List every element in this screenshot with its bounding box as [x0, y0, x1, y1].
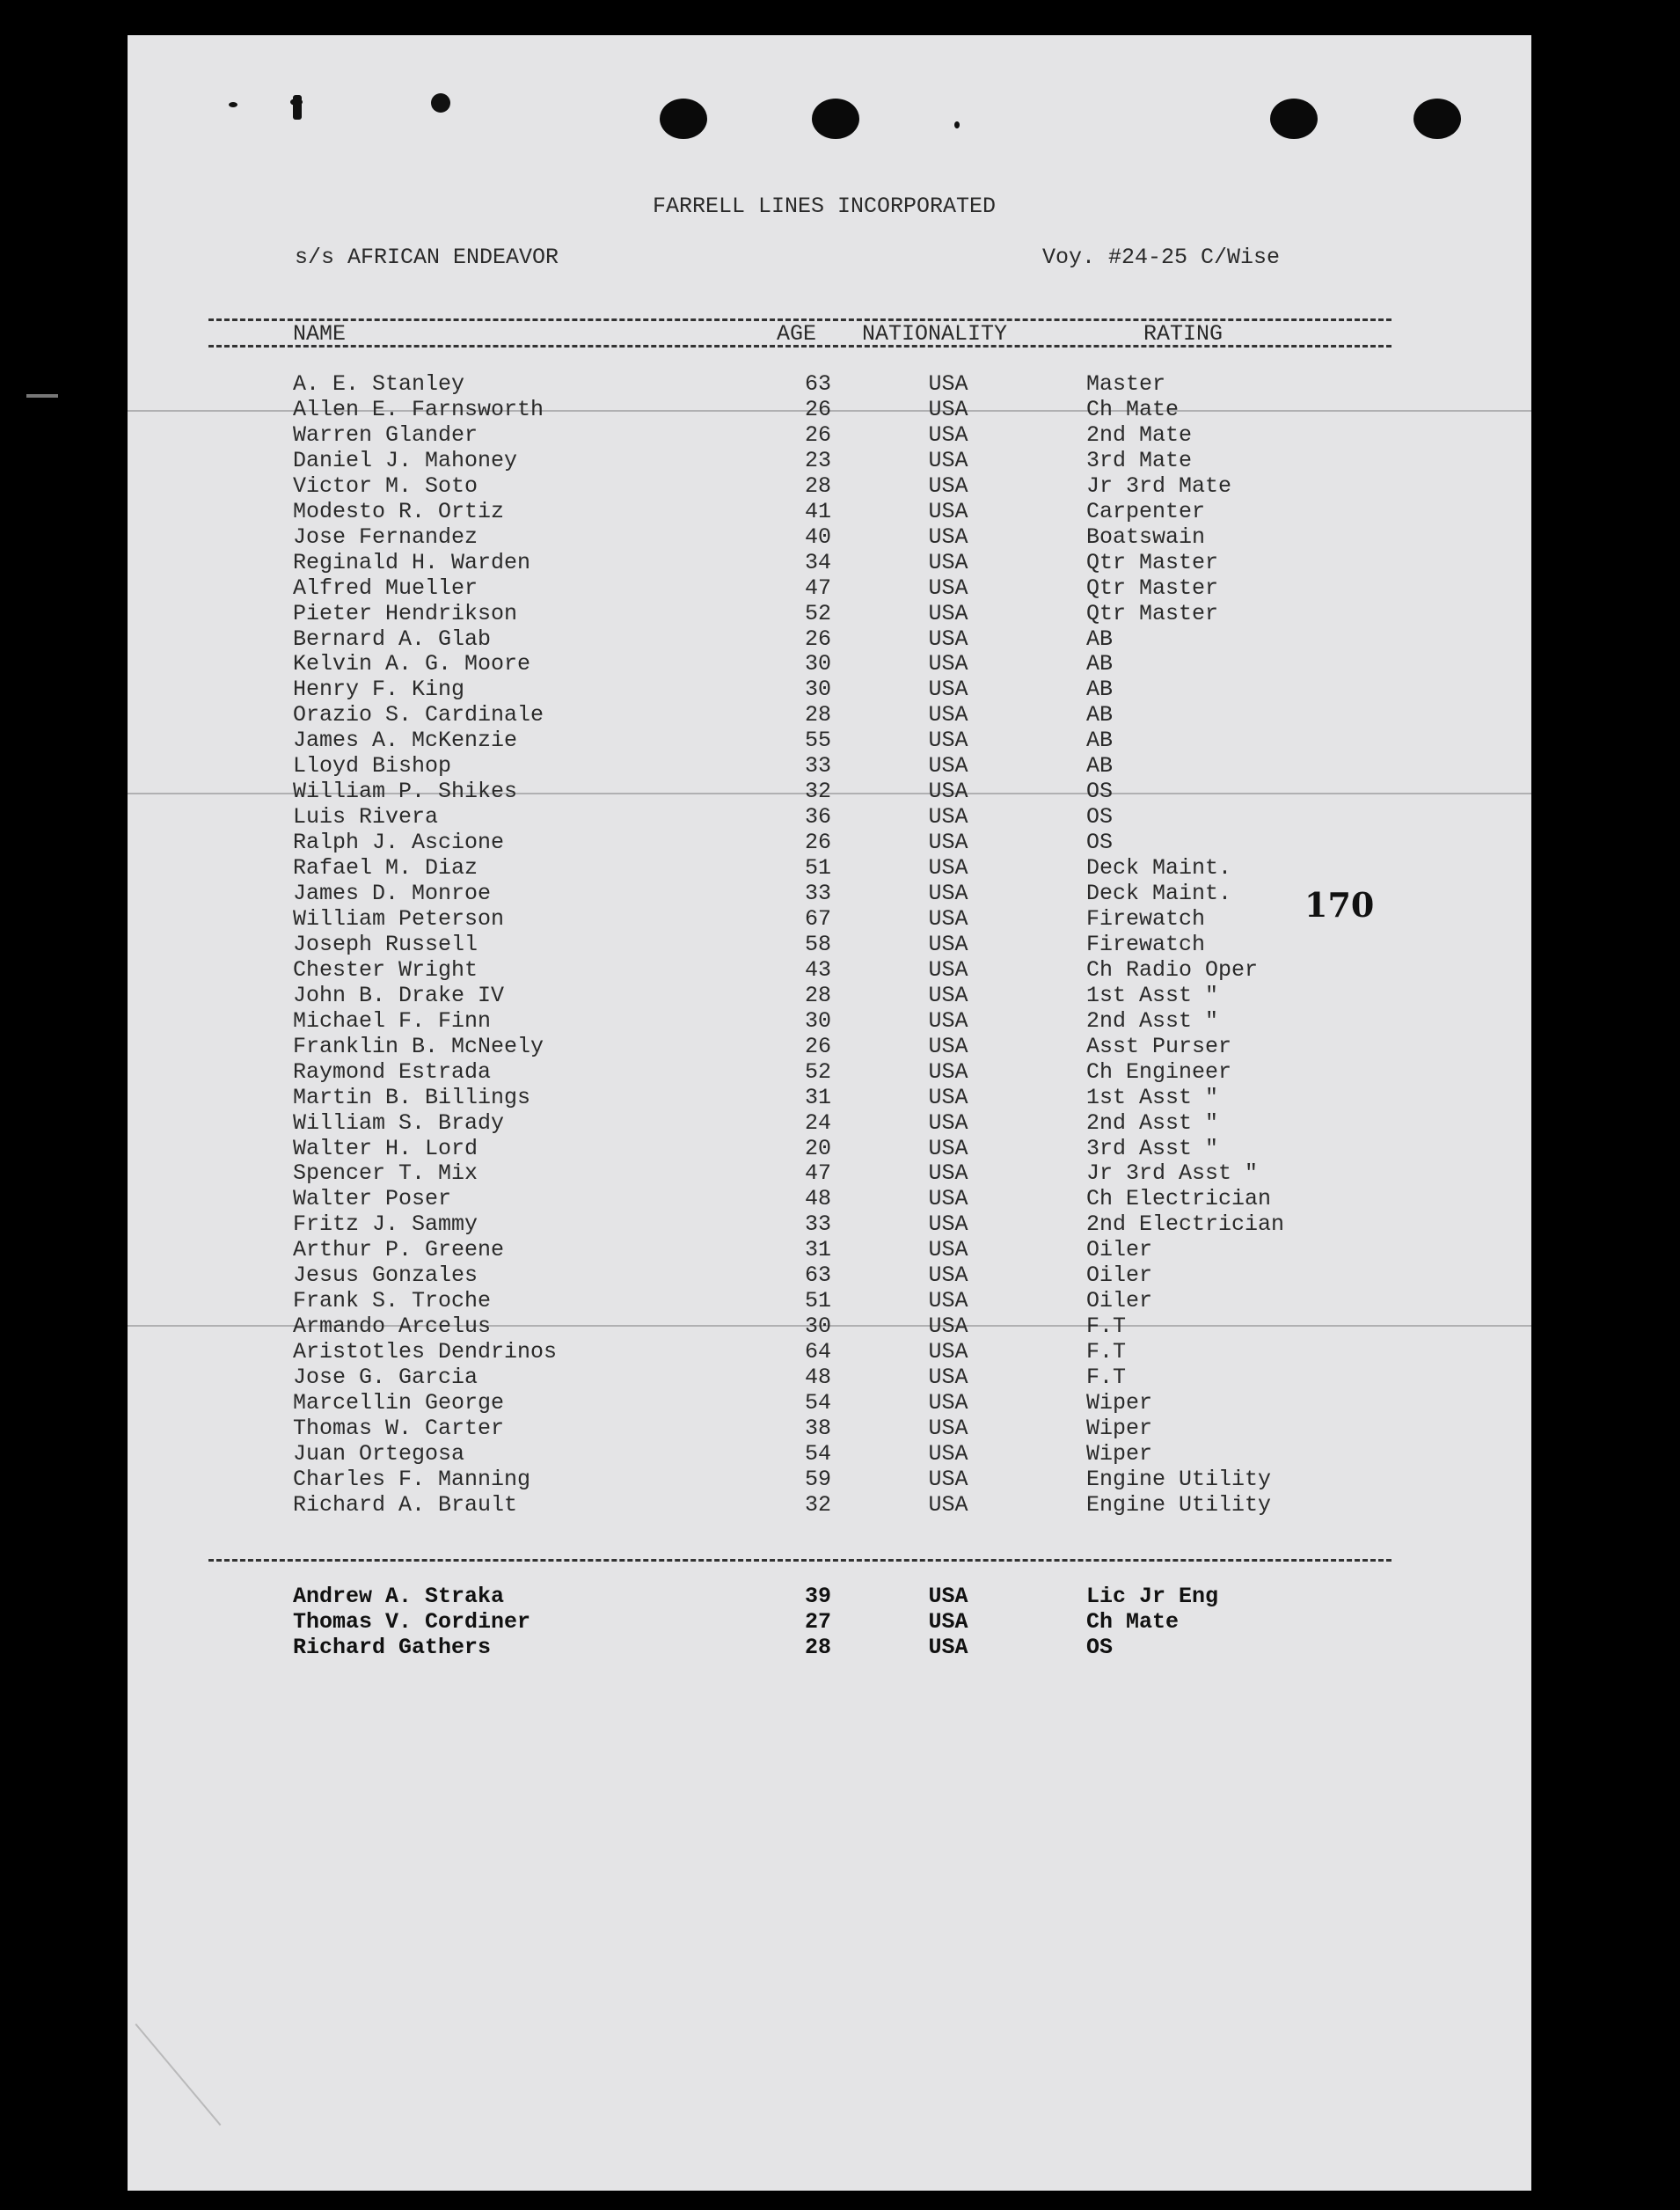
crew-age: 58 — [804, 931, 831, 957]
crew-nationality: USA — [928, 1186, 968, 1212]
crew-row — [128, 448, 1531, 473]
punch-hole — [812, 99, 859, 139]
crew-name: Martin B. Billings — [293, 1084, 531, 1110]
crew-nationality: USA — [928, 600, 968, 626]
crew-age: 32 — [804, 1491, 831, 1518]
crew-nationality: USA — [928, 498, 968, 524]
crew-age: 28 — [804, 702, 831, 728]
crew-name: James D. Monroe — [293, 881, 492, 906]
crew-age: 26 — [804, 396, 831, 422]
crew-age: 26 — [804, 626, 831, 652]
crew-rating: Boatswain — [1086, 523, 1206, 550]
crew-nationality: USA — [928, 1211, 968, 1238]
crew-rating: Master — [1086, 371, 1166, 397]
crew-rating: Qtr Master — [1086, 574, 1219, 601]
crew-rating: Wiper — [1086, 1415, 1153, 1441]
crew-name: John B. Drake IV — [293, 982, 505, 1008]
crew-nationality: USA — [928, 574, 968, 601]
crew-nationality: USA — [928, 677, 968, 703]
page-stamp-number: 170 — [1304, 885, 1375, 925]
crew-row — [128, 1390, 1531, 1416]
crew-name: Spencer T. Mix — [293, 1160, 478, 1187]
crew-nationality: USA — [928, 447, 968, 473]
crew-name: William S. Brady — [293, 1109, 505, 1136]
crew-rating: F.T — [1086, 1365, 1127, 1391]
crew-nationality: USA — [928, 626, 968, 652]
crew-age: 52 — [804, 1058, 831, 1085]
crew-age: 33 — [804, 753, 831, 779]
crew-rating: AB — [1086, 626, 1114, 652]
crew-age: 30 — [804, 1314, 831, 1340]
crew-row — [128, 855, 1531, 881]
crew-row — [128, 753, 1531, 779]
crew-rating: Ch Engineer — [1086, 1058, 1232, 1085]
crew-age: 33 — [804, 881, 831, 906]
crew-row — [128, 779, 1531, 804]
column-header-age: AGE — [777, 321, 817, 347]
crew-rating: 1st Asst " — [1086, 1084, 1219, 1110]
crew-row — [128, 626, 1531, 652]
crew-age: 27 — [804, 1609, 831, 1635]
crew-nationality: USA — [928, 881, 968, 906]
crew-nationality: USA — [928, 396, 968, 422]
crew-rating: Ch Mate — [1086, 1609, 1180, 1635]
crew-rating: 2nd Mate — [1086, 421, 1193, 448]
crew-age: 31 — [804, 1237, 831, 1263]
crew-row — [128, 1492, 1531, 1518]
crew-age: 26 — [804, 421, 831, 448]
crew-row — [128, 804, 1531, 830]
crew-nationality: USA — [928, 1365, 968, 1391]
addition-row — [128, 1635, 1531, 1660]
crew-nationality: USA — [928, 728, 968, 754]
vessel-name: s/s AFRICAN ENDEAVOR — [295, 245, 559, 270]
crew-nationality: USA — [928, 1415, 968, 1441]
ink-speck — [229, 102, 237, 107]
crew-rating: Deck Maint. — [1086, 855, 1232, 882]
crew-rating: Jr 3rd Asst " — [1086, 1160, 1259, 1187]
crew-age: 47 — [804, 1160, 831, 1187]
crew-rating: OS — [1086, 779, 1114, 805]
crew-rating: OS — [1086, 804, 1114, 831]
document-page — [128, 35, 1531, 2191]
crew-nationality: USA — [928, 1466, 968, 1492]
crew-nationality: USA — [928, 1390, 968, 1416]
crew-age: 54 — [804, 1390, 831, 1416]
crew-row — [128, 473, 1531, 499]
crew-rating: 3rd Asst " — [1086, 1135, 1219, 1161]
crew-name: Richard Gathers — [293, 1635, 492, 1660]
crew-row — [128, 550, 1531, 575]
crew-age: 28 — [804, 982, 831, 1008]
crew-row — [128, 1008, 1531, 1034]
crew-name: Ralph J. Ascione — [293, 830, 505, 856]
crew-age: 30 — [804, 677, 831, 703]
header-rule — [208, 345, 1391, 348]
crew-nationality: USA — [928, 651, 968, 677]
crew-row — [128, 677, 1531, 702]
crew-name: Alfred Mueller — [293, 574, 478, 601]
crew-nationality: USA — [928, 1033, 968, 1059]
punch-hole — [660, 99, 707, 139]
crew-age: 48 — [804, 1186, 831, 1212]
crew-name: Frank S. Troche — [293, 1288, 492, 1314]
crew-row — [128, 932, 1531, 957]
crew-age: 55 — [804, 728, 831, 754]
crew-nationality: USA — [928, 1314, 968, 1340]
crew-rating: Ch Mate — [1086, 396, 1180, 422]
section-divider — [208, 1559, 1391, 1562]
crew-rating: Oiler — [1086, 1237, 1153, 1263]
crew-row — [128, 1237, 1531, 1262]
crew-nationality: USA — [928, 421, 968, 448]
crew-nationality: USA — [928, 523, 968, 550]
crew-nationality: USA — [928, 1135, 968, 1161]
crew-rating: AB — [1086, 753, 1114, 779]
crew-age: 24 — [804, 1109, 831, 1136]
crew-name: Juan Ortegosa — [293, 1440, 465, 1467]
crew-row — [128, 1416, 1531, 1441]
crew-age: 43 — [804, 956, 831, 983]
crew-age: 51 — [804, 1288, 831, 1314]
crew-row — [128, 957, 1531, 983]
crew-nationality: USA — [928, 855, 968, 882]
crew-rating: OS — [1086, 1635, 1114, 1660]
crew-rating: 2nd Asst " — [1086, 1007, 1219, 1034]
crew-rating: Wiper — [1086, 1390, 1153, 1416]
crew-name: Daniel J. Mahoney — [293, 447, 518, 473]
crew-rating: AB — [1086, 677, 1114, 703]
crew-row — [128, 1160, 1531, 1186]
crew-rating: F.T — [1086, 1314, 1127, 1340]
crew-age: 20 — [804, 1135, 831, 1161]
crew-row — [128, 1314, 1531, 1339]
ink-speck — [954, 121, 960, 128]
crew-nationality: USA — [928, 956, 968, 983]
crew-rating: Firewatch — [1086, 931, 1206, 957]
crew-nationality: USA — [928, 1237, 968, 1263]
addition-row — [128, 1584, 1531, 1609]
crew-rating: AB — [1086, 702, 1114, 728]
crew-name: Orazio S. Cardinale — [293, 702, 544, 728]
crew-age: 33 — [804, 1211, 831, 1238]
crew-nationality: USA — [928, 549, 968, 575]
crew-rating: 1st Asst " — [1086, 982, 1219, 1008]
crew-age: 48 — [804, 1365, 831, 1391]
crew-name: Chester Wright — [293, 956, 478, 983]
punch-hole — [1270, 99, 1318, 139]
crew-rating: Jr 3rd Mate — [1086, 472, 1232, 499]
crew-age: 34 — [804, 549, 831, 575]
crew-age: 64 — [804, 1339, 831, 1365]
crew-rating: AB — [1086, 651, 1114, 677]
crew-name: William Peterson — [293, 905, 505, 932]
crew-rating: Firewatch — [1086, 905, 1206, 932]
crew-name: Reginald H. Warden — [293, 549, 531, 575]
crew-name: Henry F. King — [293, 677, 465, 703]
ink-speck — [431, 93, 450, 113]
crew-name: Kelvin A. G. Moore — [293, 651, 531, 677]
crew-age: 40 — [804, 523, 831, 550]
crew-nationality: USA — [928, 1109, 968, 1136]
crew-nationality: USA — [928, 1339, 968, 1365]
addition-row — [128, 1609, 1531, 1635]
punch-hole — [1413, 99, 1461, 139]
crew-age: 30 — [804, 1007, 831, 1034]
crew-name: James A. McKenzie — [293, 728, 518, 754]
crew-row — [128, 1186, 1531, 1211]
crew-nationality: USA — [928, 1491, 968, 1518]
crew-rating: Oiler — [1086, 1262, 1153, 1289]
crew-rating: OS — [1086, 830, 1114, 856]
crew-age: 41 — [804, 498, 831, 524]
crew-age: 59 — [804, 1466, 831, 1492]
crew-nationality: USA — [928, 472, 968, 499]
crew-nationality: USA — [928, 1007, 968, 1034]
edge-mark — [26, 394, 58, 398]
crew-name: Pieter Hendrikson — [293, 600, 518, 626]
crew-row — [128, 1441, 1531, 1467]
crew-nationality: USA — [928, 1262, 968, 1289]
column-header-name: NAME — [293, 321, 347, 347]
crew-name: Thomas W. Carter — [293, 1415, 505, 1441]
crew-nationality: USA — [928, 830, 968, 856]
crew-rating: Wiper — [1086, 1440, 1153, 1467]
crew-name: Aristotles Dendrinos — [293, 1339, 558, 1365]
crew-row — [128, 499, 1531, 524]
crew-row — [128, 1136, 1531, 1161]
crew-name: Armando Arcelus — [293, 1314, 492, 1340]
crew-rating: F.T — [1086, 1339, 1127, 1365]
crew-name: Allen E. Farnsworth — [293, 396, 544, 422]
crew-row — [128, 983, 1531, 1008]
crew-name: Michael F. Finn — [293, 1007, 492, 1034]
crew-row — [128, 524, 1531, 550]
crew-nationality: USA — [928, 1160, 968, 1187]
crew-name: Jose Fernandez — [293, 523, 478, 550]
crew-nationality: USA — [928, 753, 968, 779]
crew-name: Fritz J. Sammy — [293, 1211, 478, 1238]
crew-nationality: USA — [928, 702, 968, 728]
crew-row — [128, 601, 1531, 626]
column-header-rating: RATING — [1143, 321, 1223, 347]
crew-rating: Qtr Master — [1086, 549, 1219, 575]
crew-nationality: USA — [928, 804, 968, 831]
crew-name: Lloyd Bishop — [293, 753, 452, 779]
crew-row — [128, 1339, 1531, 1365]
crew-rating: Carpenter — [1086, 498, 1206, 524]
crew-row — [128, 1211, 1531, 1237]
crew-row — [128, 728, 1531, 753]
crew-age: 26 — [804, 1033, 831, 1059]
crew-rating: Lic Jr Eng — [1086, 1584, 1219, 1609]
crew-row — [128, 575, 1531, 601]
crew-name: Arthur P. Greene — [293, 1237, 505, 1263]
crew-nationality: USA — [928, 1609, 968, 1635]
crew-age: 32 — [804, 779, 831, 805]
crew-nationality: USA — [928, 779, 968, 805]
crew-age: 38 — [804, 1415, 831, 1441]
crew-row — [128, 1085, 1531, 1110]
crew-name: Charles F. Manning — [293, 1466, 531, 1492]
crew-name: Luis Rivera — [293, 804, 439, 831]
crew-row — [128, 830, 1531, 855]
crew-name: Bernard A. Glab — [293, 626, 492, 652]
crew-name: Andrew A. Straka — [293, 1584, 505, 1609]
crew-name: Raymond Estrada — [293, 1058, 492, 1085]
crew-nationality: USA — [928, 1440, 968, 1467]
crew-name: Walter H. Lord — [293, 1135, 478, 1161]
crew-age: 51 — [804, 855, 831, 882]
crew-rating: Engine Utility — [1086, 1491, 1272, 1518]
crew-row — [128, 397, 1531, 422]
crew-row — [128, 1288, 1531, 1314]
crew-row — [128, 422, 1531, 448]
crew-rating: 3rd Mate — [1086, 447, 1193, 473]
crew-age: 30 — [804, 651, 831, 677]
crew-rating: 2nd Asst " — [1086, 1109, 1219, 1136]
crew-name: William P. Shikes — [293, 779, 518, 805]
crew-rating: Deck Maint. — [1086, 881, 1232, 906]
crew-nationality: USA — [928, 982, 968, 1008]
page-edge-shadow — [135, 2023, 221, 2126]
crew-age: 47 — [804, 574, 831, 601]
crew-rating: AB — [1086, 728, 1114, 754]
crew-age: 63 — [804, 1262, 831, 1289]
crew-age: 23 — [804, 447, 831, 473]
crew-row — [128, 1034, 1531, 1059]
crew-name: Modesto R. Ortiz — [293, 498, 505, 524]
crew-name: Walter Poser — [293, 1186, 452, 1212]
crew-name: Richard A. Brault — [293, 1491, 518, 1518]
crew-age: 67 — [804, 905, 831, 932]
crew-age: 36 — [804, 804, 831, 831]
crew-name: Thomas V. Cordiner — [293, 1609, 531, 1635]
crew-age: 63 — [804, 371, 831, 397]
crew-name: A. E. Stanley — [293, 371, 465, 397]
crew-name: Franklin B. McNeely — [293, 1033, 544, 1059]
crew-age: 28 — [804, 1635, 831, 1660]
crew-rating: Engine Utility — [1086, 1466, 1272, 1492]
crew-nationality: USA — [928, 905, 968, 932]
crew-nationality: USA — [928, 1058, 968, 1085]
company-title: FARRELL LINES INCORPORATED — [653, 194, 997, 219]
crew-row — [128, 1365, 1531, 1390]
crew-nationality: USA — [928, 371, 968, 397]
crew-row — [128, 651, 1531, 677]
crew-rating: Qtr Master — [1086, 600, 1219, 626]
crew-name: Jose G. Garcia — [293, 1365, 478, 1391]
crew-nationality: USA — [928, 1635, 968, 1660]
crew-rating: Asst Purser — [1086, 1033, 1232, 1059]
crew-rating: Ch Electrician — [1086, 1186, 1272, 1212]
crew-rating: Ch Radio Oper — [1086, 956, 1259, 983]
crew-rating: Oiler — [1086, 1288, 1153, 1314]
crew-nationality: USA — [928, 1584, 968, 1609]
crew-name: Victor M. Soto — [293, 472, 478, 499]
crew-rating: 2nd Electrician — [1086, 1211, 1285, 1238]
crew-name: Joseph Russell — [293, 931, 478, 957]
crew-age: 26 — [804, 830, 831, 856]
crew-name: Warren Glander — [293, 421, 478, 448]
crew-age: 54 — [804, 1440, 831, 1467]
ink-speck — [293, 95, 302, 120]
crew-age: 39 — [804, 1584, 831, 1609]
crew-name: Jesus Gonzales — [293, 1262, 478, 1289]
crew-nationality: USA — [928, 931, 968, 957]
column-header-nationality: NATIONALITY — [862, 321, 1008, 347]
crew-row — [128, 371, 1531, 397]
crew-row — [128, 1262, 1531, 1288]
crew-row — [128, 702, 1531, 728]
crew-age: 28 — [804, 472, 831, 499]
crew-name: Marcellin George — [293, 1390, 505, 1416]
crew-nationality: USA — [928, 1084, 968, 1110]
crew-age: 52 — [804, 600, 831, 626]
voyage-number: Voy. #24-25 C/Wise — [1042, 245, 1281, 270]
crew-nationality: USA — [928, 1288, 968, 1314]
crew-row — [128, 1059, 1531, 1085]
crew-name: Rafael M. Diaz — [293, 855, 478, 882]
crew-age: 31 — [804, 1084, 831, 1110]
crew-row — [128, 1467, 1531, 1492]
crew-row — [128, 1110, 1531, 1136]
